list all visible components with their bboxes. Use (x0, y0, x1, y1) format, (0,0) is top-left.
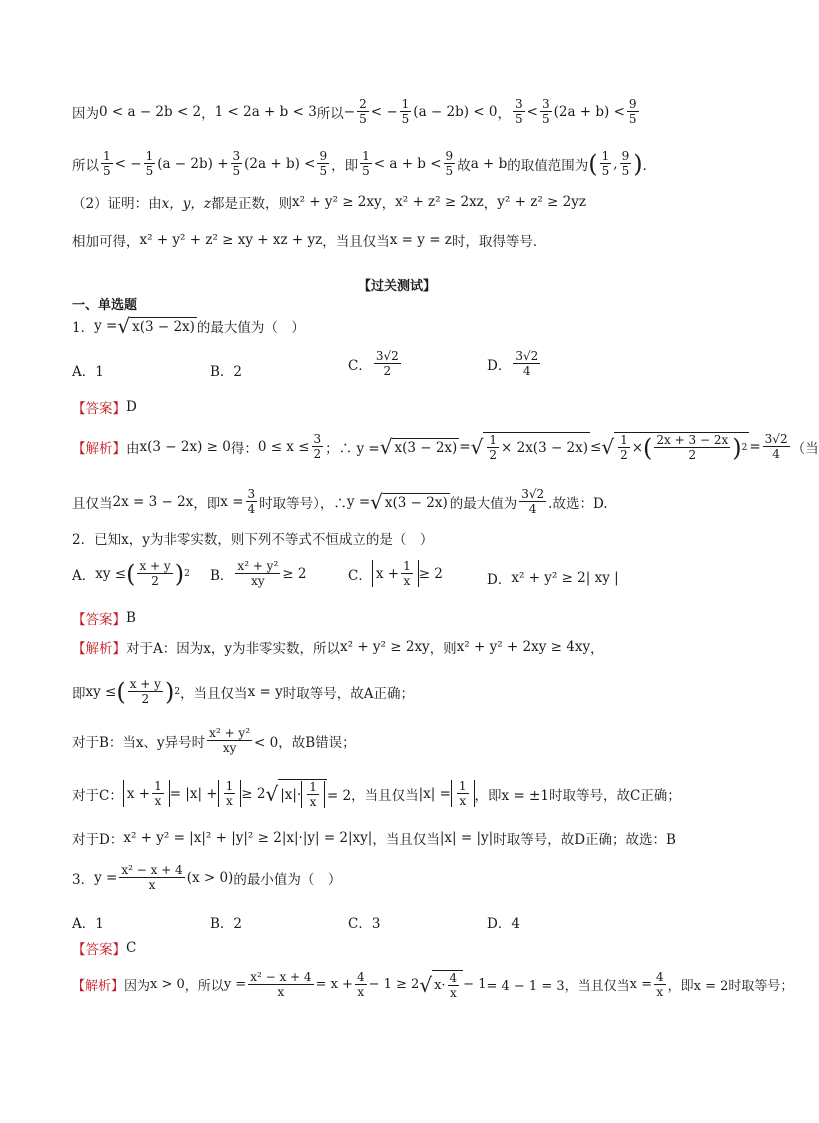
fraction: $\frac{3√2}{2}$ (375, 349, 399, 378)
question-number: 2． (72, 532, 95, 548)
prev-line-2: 所以 $\frac{1}{5}$ < − $\frac{1}{5}$ (a − 2b) + $\frac{3}{5}$ (2a + b) < $\frac{9}{5}$ ，即 $\frac{1}{5}$ < a + b < $\frac{9}{5}$ 故 a + b 的取值范围为 ( $\frac{1}{5}$ , $\frac{9}{5}$ ) ． (72, 149, 657, 178)
math: x = y = z (389, 232, 452, 248)
fraction: $\frac{3√2}{4}$ (515, 349, 539, 378)
option-label: A． (72, 567, 96, 584)
answer-label: 【答案】 (72, 401, 126, 417)
q3-answer (72, 938, 136, 958)
analysis-label: 【解析】 (72, 641, 126, 657)
option-label: C． (348, 357, 372, 374)
text: 对于B：当 (72, 734, 136, 751)
q2-option-b: B． $\frac{\text{x² + y²}}{xy}$ ≥ 2 (210, 559, 307, 588)
text: < 0，故B错误； (254, 734, 356, 751)
fraction: $\frac{\text{x² − x + 4}}{x}$ (121, 863, 183, 892)
fraction: $\frac{1}{5}$ (401, 97, 410, 126)
analysis-label: 【解析】 (72, 979, 125, 994)
text: ，所以 (184, 979, 224, 994)
text: ，即 (331, 157, 359, 174)
math: x(3 − 2x) ≥ 0 (139, 438, 231, 455)
text: ，当且仅当 (180, 685, 248, 702)
fraction: $\frac{1}{5}$ (362, 149, 370, 178)
text: ，即x = 2时取等号； (667, 979, 794, 994)
math: y² + z² ≥ 2yz (497, 194, 586, 210)
math: x² + y² = |x|² + |y|² ≥ 2|x|·|y| = 2|xy| (123, 830, 373, 846)
text: 对于A：因为x，y为非零实数，所以 (126, 641, 340, 657)
q3-option-d (487, 912, 520, 932)
option-label: C．3 (348, 916, 381, 932)
q1-option-b (210, 360, 242, 380)
q1-option-d (487, 350, 542, 377)
text: 时取等号），∴ (259, 495, 347, 512)
text: 且仅当 (72, 495, 113, 512)
answer-label: 【答案】 (72, 612, 126, 628)
text: 对于D： (72, 832, 124, 848)
math: x² + y² + 2xy ≥ 4xy (456, 639, 591, 655)
option-label: B．2 (210, 916, 243, 932)
radical: √ |x|· $\frac{1}{x}$ (265, 779, 326, 808)
text: 即 (72, 685, 86, 702)
text: ，当且仅当 (372, 832, 440, 848)
q2-analysis-c: 对于C： x + $\frac{1}{x}$ = |x| + $\frac{1}{x}$ ≥ 2 √ |x|· $\frac{1}{x}$ = 2，当且仅当 |x| = $\frac{1}{x}$ ，即x = ±1时取等号，故C正确； (72, 779, 681, 809)
radical: √ $\frac{1}{2}$ × ( $\frac{2x + 3 - 2x}{2}$ ) 2 (601, 433, 748, 462)
option-label: D． (487, 357, 512, 374)
text: = 2，当且仅当 (326, 787, 419, 804)
fraction: $\frac{9}{5}$ (621, 149, 630, 178)
text: 因为 (72, 105, 99, 122)
q2-option-d (487, 568, 619, 588)
math: 0 ≤ x ≤ (257, 438, 310, 455)
math: 0 < a − 2b < 2 (99, 103, 202, 120)
fraction: $\frac{2}{5}$ (359, 97, 367, 126)
q2-stem (72, 528, 433, 548)
q2-analysis-b: 对于B：当 x、y异号时 $\frac{\text{x² + y²}}{xy}$ < 0，故B错误； (72, 726, 356, 755)
option-label: A．1 (72, 916, 104, 932)
fraction: $\frac{1}{5}$ (601, 149, 610, 178)
answer-label: 【答案】 (72, 942, 126, 958)
fraction: $\frac{9}{5}$ (628, 97, 637, 126)
math: (a − 2b) < 0 (413, 103, 498, 120)
question-number: 3． (72, 871, 95, 888)
answer-value: C (126, 940, 137, 956)
text: 时取等号，故A正确； (282, 685, 414, 702)
fraction: $\frac{1}{5}$ (145, 149, 154, 178)
prev-line-3: （2）证明：由 x，y，z 都是正数，则 x² + y² ≥ 2xy ， x² + z² ≥ 2xz ， y² + z² ≥ 2yz (72, 194, 586, 212)
option-label: A．1 (72, 364, 104, 380)
text: .故选：D. (548, 495, 608, 512)
text: ，即x = ±1时取等号，故C正确； (474, 787, 681, 804)
option-label: C． (348, 567, 372, 584)
radical: √ x(3 − 2x) (379, 434, 458, 459)
text: 的最小值为（ ） (233, 871, 342, 888)
fraction: $\frac{9}{5}$ (319, 149, 328, 178)
fraction: $\frac{3}{2}$ (313, 432, 322, 461)
fraction: $\frac{\text{x² − x + 4}}{x}$ (250, 970, 312, 999)
math: x² + y² ≥ 2xy (291, 194, 382, 210)
fraction: $\frac{4}{x}$ (655, 970, 664, 999)
text: 相加可得， (72, 234, 140, 250)
q1-analysis-1: 【解析】 由 x(3 − 2x) ≥ 0 得： 0 ≤ x ≤ $\frac{3}{2}$ ；∴ y = √ x(3 − 2x) = √ $\frac{1}{2}$ × 2x(3 − 2x) ≤ √ $\frac{1}{2}$ × ( $\frac{2x + 3 - 2x}{2}$ ) 2 = $\frac{3√2}{4}$ （当 (72, 432, 819, 462)
q2-option-c: C． x + $\frac{1}{x}$ ≥ 2 (348, 559, 443, 588)
text: 所以 (72, 157, 99, 174)
q1-analysis-2: 且仅当 2x = 3 − 2x ，即 x = $\frac{3}{4}$ 时取等号），∴ y = √ x(3 − 2x) 的最大值为 $\frac{3√2}{4}$ .故选：D. (72, 487, 608, 516)
q1-option-c (348, 350, 403, 377)
fraction: $\frac{3}{5}$ (232, 149, 241, 178)
radical: √ x· $\frac{4}{x}$ (419, 970, 463, 999)
text: （2）证明：由 (72, 196, 162, 212)
q2-option-a: A． xy ≤ ( $\frac{x + y}{2}$ ) 2 (72, 559, 190, 588)
text: 已知x，y为非零实数，则下列不等式不恒成立的是（ ） (94, 532, 434, 548)
fraction: $\frac{4}{x}$ (356, 970, 365, 999)
radical: √ x(3 − 2x) (370, 489, 448, 514)
text: 的取值范围为 (507, 157, 589, 174)
answer-value: D (126, 399, 137, 415)
q2-analysis-a1: 【解析】 对于A：因为x，y为非零实数，所以 x² + y² ≥ 2xy ，则 x² + y² + 2xy ≥ 4xy ， (72, 639, 604, 657)
radical: √ $\frac{1}{2}$ × 2x(3 − 2x) (470, 433, 589, 462)
text: = 4 − 1 = 3，当且仅当 (486, 979, 630, 994)
text: 的最大值为（ ） (196, 320, 305, 336)
section-title: 【过关测试】 (357, 279, 436, 294)
option-label: D． (487, 572, 512, 588)
math: x² + z² ≥ 2xz (395, 194, 484, 210)
q2-analysis-d (72, 828, 676, 848)
fraction: $\frac{3}{4}$ (247, 487, 256, 516)
math: x² + y² + z² ≥ xy + xz + yz (139, 232, 323, 248)
math: 1 < 2a + b < 3 (214, 103, 317, 120)
answer-value: B (126, 610, 136, 626)
prev-line-4 (72, 230, 546, 250)
text: 的最大值为 (449, 495, 518, 512)
math: x² + y² ≥ 2| xy | (511, 570, 619, 586)
math: x > 0 (150, 977, 185, 992)
text: （当 (791, 440, 819, 457)
fraction: $\frac{3}{5}$ (541, 97, 550, 126)
fraction: $\frac{3√2}{4}$ (764, 432, 788, 461)
prev-line-1: 因为 0 < a − 2b < 2 ， 1 < 2a + b < 3 所以 − $\frac{2}{5}$ < − $\frac{1}{5}$ (a − 2b) < 0 ， $\frac{3}{5}$ < $\frac{3}{5}$ (2a + b) < $\frac{9}{5}$ (72, 97, 637, 126)
fraction: $\frac{9}{5}$ (445, 149, 454, 178)
q1-stem: 1． y = √ x(3 − 2x) 的最大值为（ ） (72, 314, 305, 338)
text: 时取等号，故D正确；故选：B (493, 832, 676, 848)
q3-option-a (72, 912, 104, 932)
fraction: $\frac{3√2}{4}$ (521, 487, 545, 516)
text: 对于C： (72, 787, 123, 804)
q3-analysis: 【解析】 因为 x > 0 ，所以 y = $\frac{\text{x² − x + 4}}{x}$ = x + $\frac{4}{x}$ − 1 ≥ 2 √ x· $\frac{4}{x}$ − 1 = 4 − 1 = 3，当且仅当 x = $\frac{4}{x}$ ，即x = 2时取等号； (72, 970, 794, 1000)
q1-option-a (72, 360, 104, 380)
text: ，当且仅当 (322, 234, 390, 250)
q3-option-b (210, 912, 242, 932)
analysis-label: 【解析】 (72, 440, 126, 457)
q3-stem: 3． y = $\frac{\text{x² − x + 4}}{x}$ (x > 0) 的最小值为（ ） (72, 863, 342, 892)
text: 时，取得等号． (451, 234, 547, 250)
text: ，即 (193, 495, 221, 512)
section-subtitle: 一、单选题 (72, 298, 138, 313)
q2-analysis-a2: 即 xy ≤ ( $\frac{x + y}{2}$ ) 2 ，当且仅当 x = y 时取等号，故A正确； (72, 677, 414, 706)
q2-answer (72, 608, 136, 628)
question-number: 1． (72, 320, 95, 336)
math: x² + y² ≥ 2xy (340, 639, 430, 655)
option-label: B．2 (210, 364, 243, 380)
option-label: B． (210, 567, 234, 584)
text: x、y异号时 (135, 734, 206, 751)
math: x = y (247, 683, 283, 700)
radical: √ x(3 − 2x) (117, 314, 195, 338)
math: x，y，z (161, 196, 211, 212)
text: 因为 (124, 979, 151, 994)
text: 由 (126, 440, 140, 457)
text: 所以 (316, 105, 344, 122)
text: 故 (457, 157, 471, 174)
text: ，则 (429, 641, 457, 657)
math: |x| = |y| (439, 830, 494, 846)
text: 得： (230, 440, 258, 457)
option-label: D．4 (487, 916, 520, 932)
math: 2x = 3 − 2x (112, 493, 194, 510)
text: 都是正数，则 (210, 196, 292, 212)
fraction: $\frac{1}{5}$ (103, 149, 111, 178)
q1-answer (72, 397, 137, 417)
q3-option-c (348, 912, 380, 932)
fraction: $\frac{3}{5}$ (515, 97, 523, 126)
